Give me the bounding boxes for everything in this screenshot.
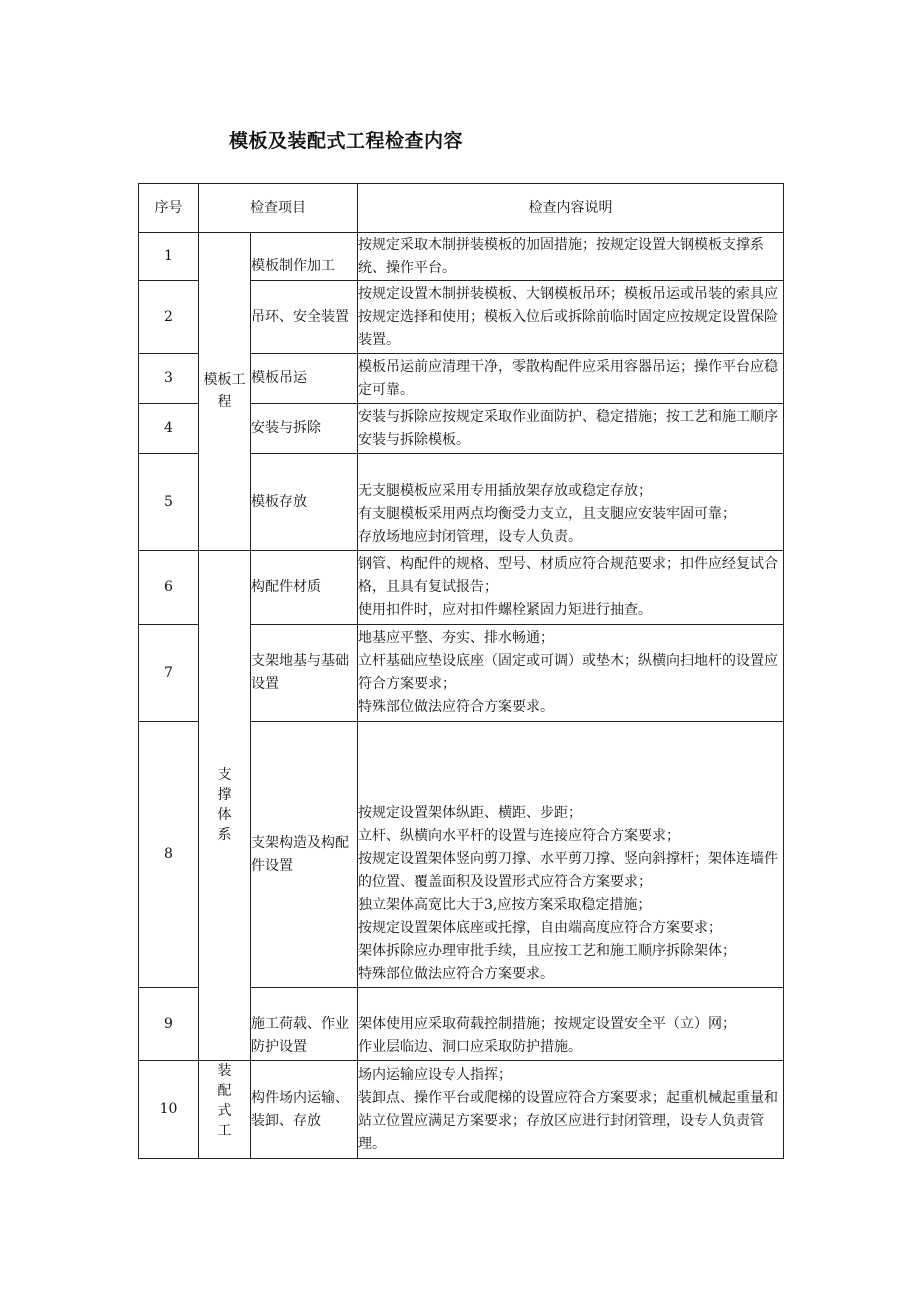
desc-line: 特殊部位做法应符合方案要求。 [358,966,554,982]
category-prefab [199,1061,251,1159]
desc-line: 按规定采取木制拼装模板的加固措施；按规定设置大钢模板支撑系统、操作平台。 [358,236,764,276]
table-row [139,1061,784,1159]
row-item [251,1061,358,1159]
row-no: 7 [139,625,199,722]
category-formwork [199,233,251,551]
row-item [251,354,358,404]
row-no: 1 [139,233,199,281]
row-item [251,281,358,354]
desc-line: 使用扣件时，应对扣件螺栓紧固力矩进行抽查。 [358,602,652,618]
row-item [251,404,358,454]
row-no: 9 [139,988,199,1061]
desc-line: 独立架体高宽比大于3,应按方案采取稳定措施； [358,897,652,913]
desc-line: 立杆基础应垫设底座（固定或可调）或垫木；纵横向扫地杆的设置应符合方案要求； [358,653,778,692]
row-no: 4 [139,404,199,454]
row-item [251,625,358,722]
row-item-label: 施工荷载、作业防护设置 [251,1016,349,1055]
header-no: 序号 [139,184,199,233]
table-header-row [139,184,784,233]
row-no: 10 [139,1061,199,1159]
desc-line: 按规定设置架体竖向剪刀撑、水平剪刀撑、竖向斜撑杆；架体连墙件的位置、覆盖面积及设置形式应符合方案要求； [358,851,778,890]
desc-line: 按规定设置木制拼装模板、大钢模板吊环；模板吊运或吊装的索具应按规定选择和使用；模板入位后或拆除前临时固定应按规定设置保险装置。 [358,285,778,348]
desc-line: 有支腿模板采用两点均衡受力支立，且支腿应安装牢固可靠； [358,506,736,522]
row-item [251,551,358,625]
row-desc [358,281,784,354]
row-desc [358,625,784,722]
row-item-label: 吊环、安全装置 [251,308,349,325]
desc-line: 架体拆除应办理审批手续，且应按工艺和施工顺序拆除架体； [358,943,736,959]
row-item-label: 模板存放 [251,493,307,510]
row-item-label: 构件场内运输、装卸、存放 [251,1089,349,1129]
desc-line: 按规定设置架体底座或托撑，自由端高度应符合方案要求； [358,920,722,936]
row-no: 2 [139,281,199,354]
row-desc [358,988,784,1061]
row-item-label: 安装与拆除 [251,420,321,436]
row-item [251,722,358,988]
desc-line: 场内运输应设专人指挥； [358,1066,512,1083]
row-no: 6 [139,551,199,625]
desc-line: 无支腿模板应采用专用插放架存放或稳定存放； [358,483,652,499]
header-desc: 检查内容说明 [358,184,784,233]
desc-line: 按规定设置架体纵距、横距、步距； [358,805,582,821]
row-no: 8 [139,722,199,988]
desc-line: 模板吊运前应清理干净，零散构配件应采用容器吊运；操作平台应稳定可靠。 [358,358,778,398]
row-desc [358,1061,784,1159]
header-item: 检查项目 [199,184,358,233]
category-support [199,551,251,1061]
row-desc [358,233,784,281]
category-label: 装配式工 [217,1063,232,1139]
category-label: 支撑体系 [217,766,232,843]
row-item-label: 构配件材质 [251,579,321,595]
row-item [251,454,358,551]
desc-line: 装卸点、操作平台或爬梯的设置应符合方案要求；起重机械起重量和站立位置应满足方案要求；存放区应进行封闭管理，设专人负责管理。 [358,1089,778,1152]
row-desc [358,454,784,551]
row-item-label: 支架构造及构配件设置 [251,834,349,874]
row-item-label: 支架地基与基础设置 [251,653,349,692]
desc-line: 特殊部位做法应符合方案要求。 [358,699,554,715]
row-item-label: 模板制作加工 [251,258,335,274]
table-row [139,233,784,281]
row-item [251,988,358,1061]
category-label: 模板工程 [203,372,246,410]
row-desc [358,551,784,625]
desc-line: 存放场地应封闭管理，设专人负责。 [358,529,582,545]
inspection-table [138,183,784,1159]
desc-line: 钢管、构配件的规格、型号、材质应符合规范要求；扣件应经复试合格，且具有复试报告； [358,556,778,595]
row-no: 3 [139,354,199,404]
row-desc [358,404,784,454]
row-item [251,233,358,281]
desc-line: 架体使用应采取荷载控制措施；按规定设置安全平（立）网； [358,1016,736,1032]
table-row [139,551,784,625]
row-item-label: 模板吊运 [251,370,307,386]
desc-line: 安装与拆除应按规定采取作业面防护、稳定措施；按工艺和施工顺序安装与拆除模板。 [358,408,778,448]
row-desc [358,722,784,988]
desc-line: 作业层临边、洞口应采取防护措施。 [358,1039,582,1055]
desc-line: 立杆、纵横向水平杆的设置与连接应符合方案要求； [358,828,680,844]
desc-line: 地基应平整、夯实、排水畅通； [358,630,554,646]
row-desc [358,354,784,404]
row-no: 5 [139,454,199,551]
page-title: 模板及装配式工程检查内容 [229,130,464,152]
